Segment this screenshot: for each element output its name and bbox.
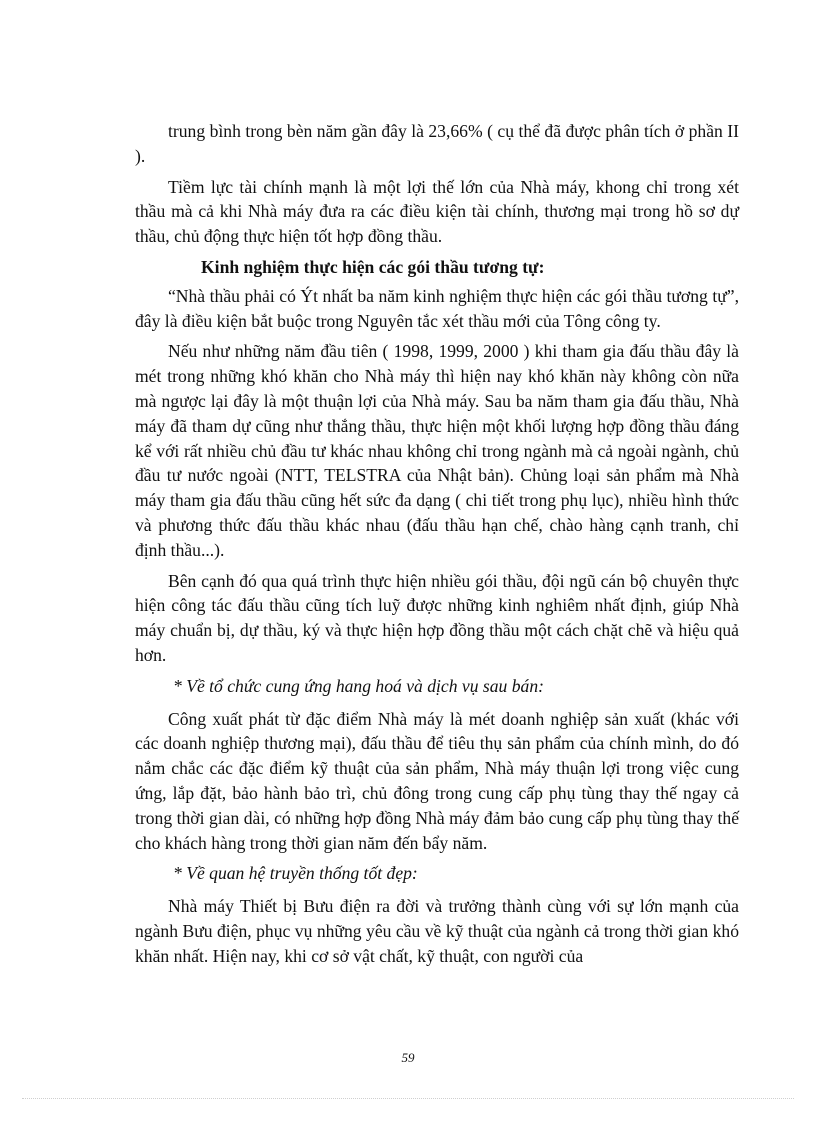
subheading-traditional-relations: * Về quan hệ truyền thống tốt đẹp: — [173, 863, 418, 884]
paragraph-continuation: trung bình trong bèn năm gần đây là 23,66% ( cụ thể đã được phân tích ở phần II ). — [135, 121, 739, 166]
paragraph-traditional-relations: Nhà máy Thiết bị Bưu điện ra đời và trưởng thành cùng với sự lớn mạnh của ngành Bưu điện, phục vụ những yêu cầu về kỹ thuật của ngành cả trong thời gian khó khăn nhất. Hiện nay, khi cơ sở vật chất, kỹ thuật, con người của — [135, 896, 739, 966]
paragraph-supply-service: Công xuất phát từ đặc điểm Nhà máy là mét doanh nghiệp sản xuất (khác với các doanh nghiệp thương mại), đấu thầu để tiêu thụ sản phẩm của chính mình, do đó nắm chắc các đặc điểm kỹ thuật của sản phẩm, Nhà máy thuận lợi trong việc cung ứng, lắp đặt, bảo hành bảo trì, chủ đông trong cung cấp phụ tùng thay thế ngay cả trong thời gian dài, có những hợp đồng Nhà máy đảm bảo cung cấp phụ tùng thay thế cho khách hàng trong thời gian năm đến bẩy năm. — [135, 708, 739, 853]
page-number: 59 — [401, 1050, 415, 1065]
paragraph-financial-strength: Tiềm lực tài chính mạnh là một lợi thế lớn của Nhà máy, khong chỉ trong xét thầu mà cả khi Nhà máy đưa ra các điều kiện tài chính, thương mại trong hồ sơ dự thầu, chủ động thực hiện tốt hợp đồng thầu. — [135, 176, 739, 247]
page-bottom-divider — [22, 1098, 794, 1099]
body-text — [135, 119, 739, 975]
subheading-supply-service: * Về tổ chức cung ứng hang hoá và dịch vụ sau bán: — [173, 675, 544, 696]
section-heading-experience: Kinh nghiệm thực hiện các gói thầu tương tự: — [201, 256, 545, 277]
paragraph-staff-experience: Bên cạnh đó qua quá trình thực hiện nhiều gói thầu, đội ngũ cán bộ chuyên thực hiện công tác đấu thầu cũng tích luỹ được những kinh nghiêm nhất định, giúp Nhà máy chuẩn bị, dự thầu, ký và thực hiện hợp đồng thầu một cách chặt chẽ và hiệu quả hơn. — [135, 570, 739, 665]
paragraph-quote-requirement: “Nhà thầu phải có Ýt nhất ba năm kinh nghiệm thực hiện các gói thầu tương tự”, đây là điều kiện bắt buộc trong Nguyên tắc xét thầu mới của Tông công ty. — [135, 285, 739, 331]
paragraph-early-years: Nếu như những năm đầu tiên ( 1998, 1999, 2000 ) khi tham gia đấu thầu đây là mét trong những khó khăn cho Nhà máy thì hiện nay khó khăn này không còn nữa mà ngược lại đây là một thuận lợi của Nhà máy. Sau ba năm tham gia đấu thầu, Nhà máy đã tham dự cũng như thắng thầu, thực hiện một khối lượng hợp đồng thầu đáng kể với rất nhiều chủ đầu tư khác nhau không chỉ trong ngành mà cả ngoài ngành, chủ đầu tư nước ngoài (NTT, TELSTRA của Nhật bản). Chủng loại sản phẩm mà Nhà máy tham gia đấu thầu cũng hết sức đa dạng ( chi tiết trong phụ lục), nhiều hình thức và phương thức đấu thầu khác nhau (đấu thầu hạn chế, chào hàng cạnh tranh, chỉ định thầu...). — [135, 341, 739, 560]
